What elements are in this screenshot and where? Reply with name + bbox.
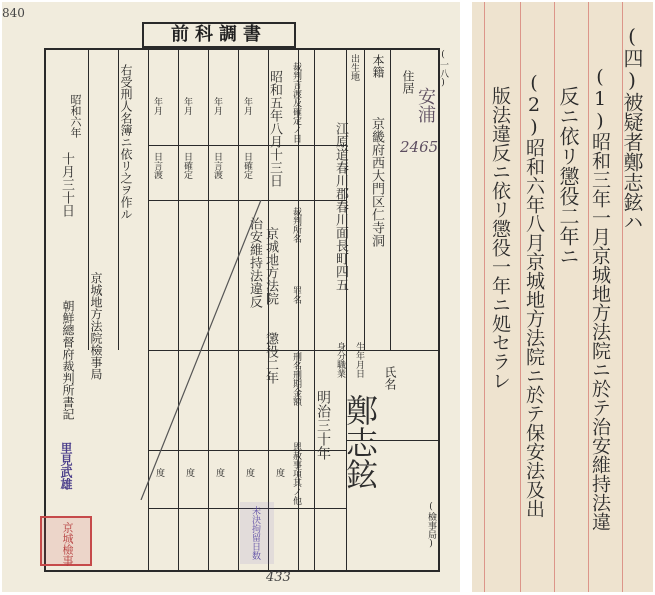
heading-line: (四)被疑者鄭志鉉ハ <box>620 24 644 232</box>
office-1: 京城地方法院檢事局 <box>89 272 103 380</box>
signer-name: 里見武雄 <box>59 442 73 490</box>
col-date-4b: 日確定 <box>242 152 252 179</box>
domicile-value: 江原道春川郡春川面長町四五 <box>333 122 348 291</box>
degree-3: 度 <box>214 468 224 477</box>
bottom-number: 433 <box>266 570 291 585</box>
violet-stamp <box>240 502 274 564</box>
judgement-date: 昭和五年八月十三日 <box>267 70 282 187</box>
col-date-3b: 日言渡 <box>212 152 222 179</box>
degree-4: 度 <box>244 468 254 477</box>
page-number: 840 <box>2 6 25 20</box>
right-header: (檢事局) <box>426 502 436 549</box>
col-date-3: 年月 <box>212 97 222 115</box>
line-4: 版法違反ニ依リ懲役一年ニ処セラレ <box>489 86 511 390</box>
col-date-2: 年月 <box>182 97 192 115</box>
handwritten-number: 2465 <box>400 138 439 156</box>
month-day: 十月三十日 <box>59 152 74 217</box>
court-value: 京城地方法院 <box>263 227 278 305</box>
crime-value: 治安維持法違反 <box>247 217 262 308</box>
label-punishment: 刑名刑期金額 <box>291 352 301 406</box>
era-year: 昭和六年 <box>69 94 82 138</box>
criminal-record-sheet <box>2 2 460 592</box>
label-birth: 生年月日 <box>354 342 364 378</box>
col-date-1: 年月 <box>152 97 162 115</box>
label-court: 裁判所名 <box>291 207 301 243</box>
degree-2: 度 <box>184 468 194 477</box>
address-value: 京畿府西大門区仁寺洞 <box>369 117 384 247</box>
label-amnesty: 恩赦事項其ノ他 <box>291 442 301 505</box>
seal-text: 京城檢事 <box>61 522 74 566</box>
line-3: (2)昭和六年八月京城地方法院ニ於テ保安法及出 <box>523 72 545 518</box>
col-date-2b: 日確定 <box>182 152 192 179</box>
degree-5: 度 <box>274 468 284 477</box>
degree-1: 度 <box>154 468 164 477</box>
line-2: 反ニ依リ懲役二年ニ <box>556 86 580 266</box>
line-1: (1)昭和三年一月京城地方法院ニ於テ治安維持法違 <box>589 66 611 531</box>
col-date-1b: 日言渡 <box>152 152 162 179</box>
label-crime: 罪名 <box>291 286 301 304</box>
office-2: 朝鮮總督府裁判所書記 <box>61 300 75 420</box>
label-name: 氏名 <box>383 366 397 390</box>
indictment-sheet <box>472 2 653 592</box>
label-domicile: 本籍 <box>371 54 385 78</box>
label-judgement-dates: 裁判言渡及確定ノ日 <box>291 62 301 143</box>
col-date-4: 年月 <box>242 97 252 115</box>
margin-number: (一八) <box>438 50 448 88</box>
red-seal <box>40 516 92 566</box>
statement: 右受刑人名簿ニ依リ之ヲ作ル <box>119 64 133 220</box>
punishment-value: 懲役二年 <box>263 332 278 384</box>
label-birthplace: 出生地 <box>349 54 359 81</box>
stamp-text: 未決拘留日数 <box>250 506 260 560</box>
document-title: 前科調書 <box>171 24 267 45</box>
handwritten-note: 安浦 <box>415 87 436 123</box>
birth-value: 明治三十年 <box>315 390 331 460</box>
title-box <box>142 22 296 48</box>
person-name: 鄭志鉉 <box>341 394 379 490</box>
label-status: 身分職業 <box>335 342 345 378</box>
label-address: 住居 <box>401 70 415 94</box>
